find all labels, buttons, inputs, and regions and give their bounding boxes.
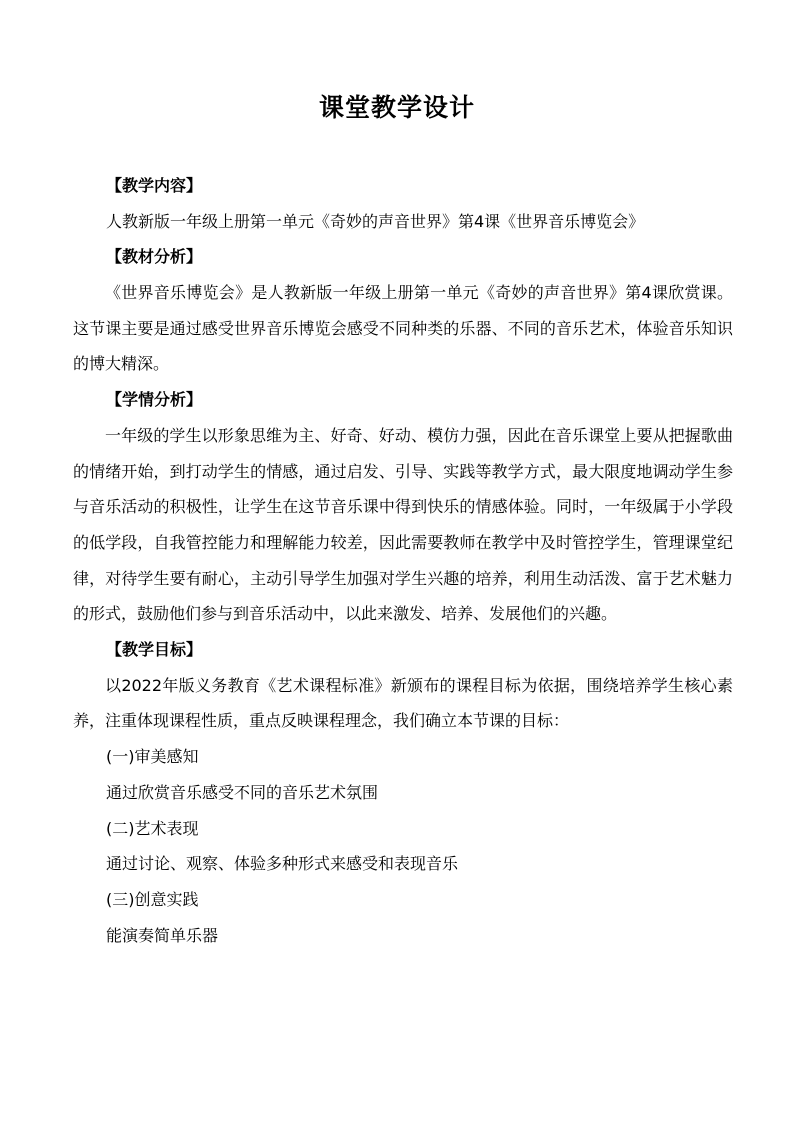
document-title: 课堂教学设计 [318, 93, 475, 122]
section-heading-material-analysis: 【教材分析】 [106, 247, 203, 267]
section-heading-teaching-content: 【教学内容】 [106, 176, 203, 195]
goal-text-aesthetic: 通过欣赏音乐感受不同的音乐艺术氛围 [106, 782, 379, 802]
goal-text-practice: 能演奏简单乐器 [106, 925, 219, 945]
goal-label-expression: (二)艺术表现 [106, 818, 199, 838]
goal-label-aesthetic: (一)审美感知 [106, 747, 199, 767]
section-heading-teaching-goals: 【教学目标】 [106, 640, 203, 660]
section-text-teaching-goals: 以2022年版义务教育《艺术课程标准》新颁布的课程目标为依据，围绕培养学生核心素养，注重体现课程性质，重点反映课程理念，我们确立本节课的目标： [73, 675, 733, 731]
goal-text-expression: 通过讨论、观察、体验多种形式来感受和表现音乐 [106, 854, 459, 874]
section-text-material-analysis: 《世界音乐博览会》是人教新版一年级上册第一单元《奇妙的声音世界》第4课欣赏课。这节课主要是通过感受世界音乐博览会感受不同种类的乐器、不同的音乐艺术，体验音乐知识的博大精深。 [73, 283, 733, 374]
goal-label-practice: (三)创意实践 [106, 889, 199, 909]
document-body [73, 168, 733, 953]
section-text-student-analysis: 一年级的学生以形象思维为主、好奇、好动、模仿力强，因此在音乐课堂上要从把握歌曲的情绪开始，到打动学生的情感，通过启发、引导、实践等教学方式，最大限度地调动学生参与音乐活动的积极性，让学生在这节音乐课中得到快乐的情感体验。同时，一年级属于小学段的低学段，自我管控能力和理解能力较差，因此需要教师在教学中及时管控学生，管理课堂纪律，对待学生要有耐心，主动引导学生加强对学生兴趣的培养，利用生动活泼、富于艺术魅力的形式，鼓励他们参与到音乐活动中，以此来激发、培养、发展他们的兴趣。 [73, 425, 733, 624]
section-text-teaching-content: 人教新版一年级上册第一单元《奇妙的声音世界》第4课《世界音乐博览会》 [106, 211, 645, 231]
section-heading-student-analysis: 【学情分析】 [106, 390, 203, 410]
